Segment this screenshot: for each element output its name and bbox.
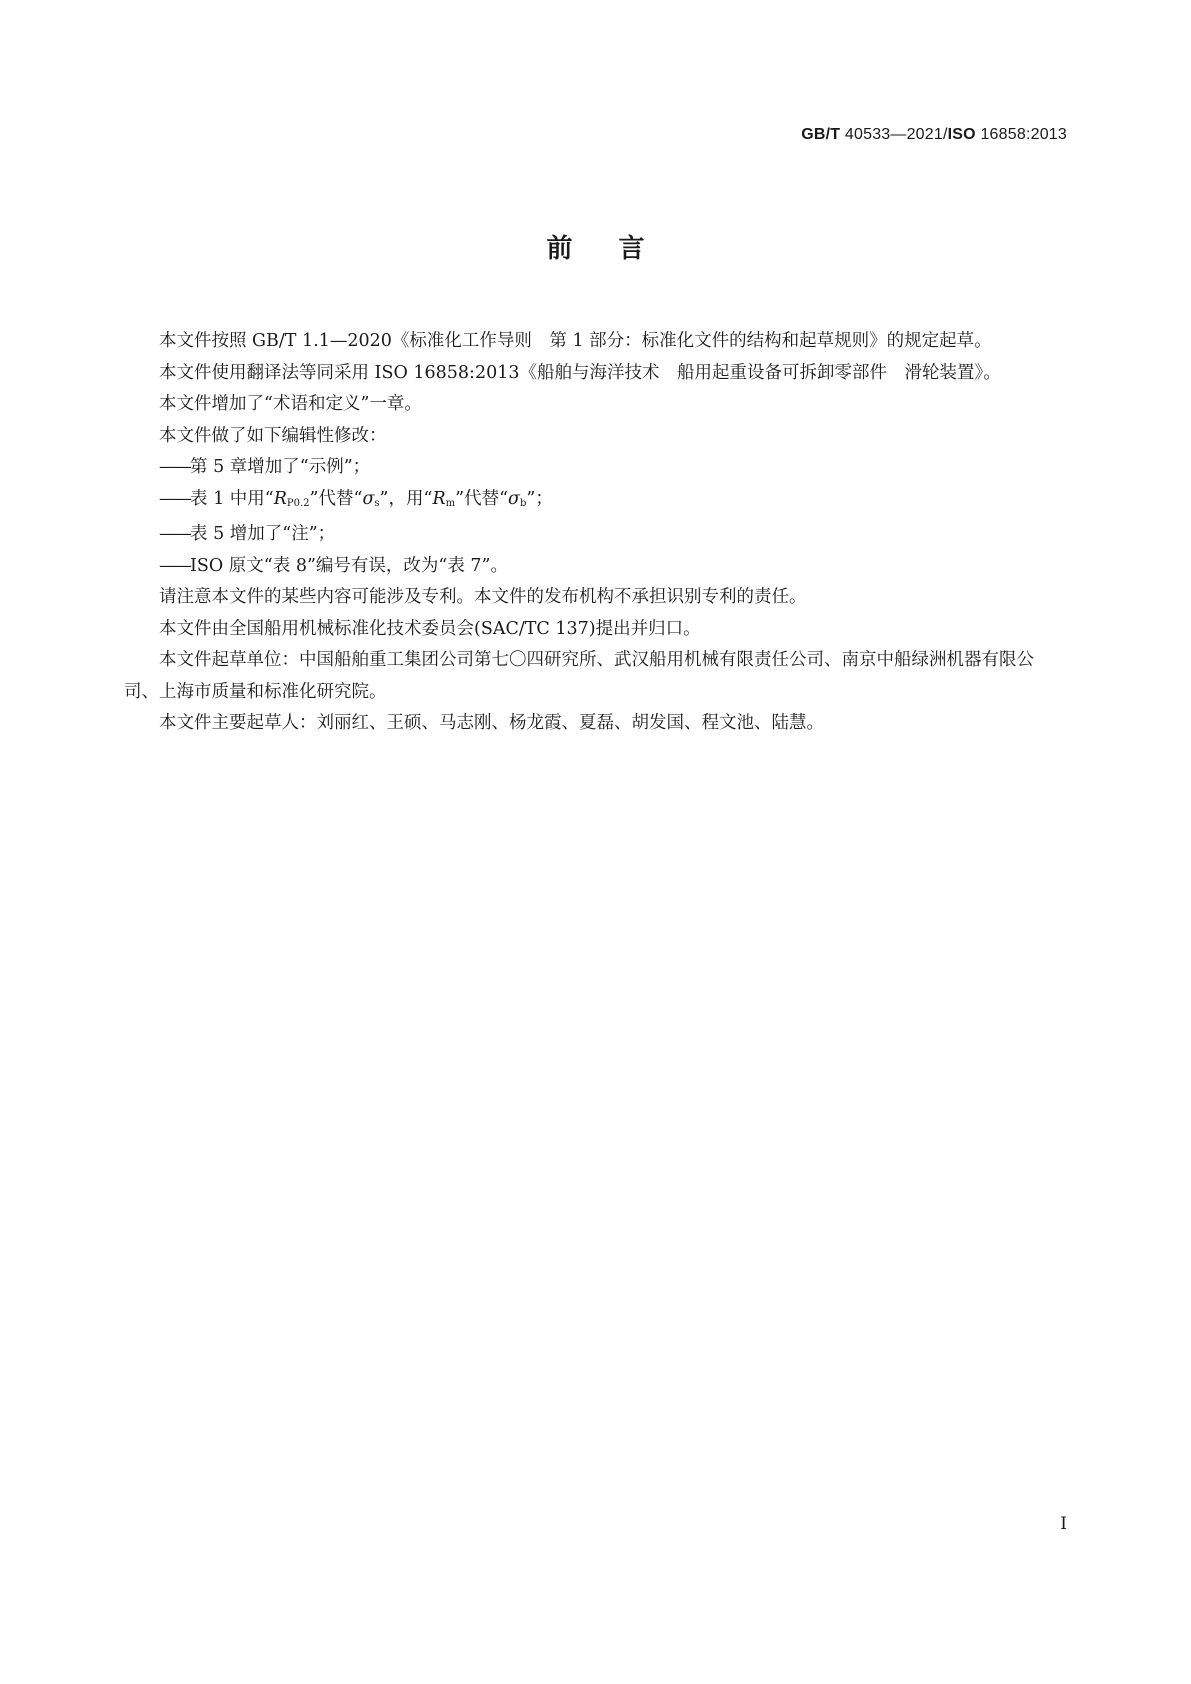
- list-item: [124, 551, 1064, 583]
- header-code-part-3: ISO: [947, 126, 976, 143]
- list-item-text: 表 1 中用“: [190, 488, 274, 509]
- paragraph-adoption: 本文件使用翻译法等同采用 ISO 16858:2013《船舶与海洋技术 船用起重设备可拆卸零部件 滑轮装置》。: [159, 362, 1001, 383]
- list-item-text: 第 5 章增加了“示例”；: [190, 457, 371, 477]
- symbol-r: $R_{P0.2}$: [273, 488, 310, 509]
- page-title: 前言: [546, 234, 691, 264]
- paragraph-drafting-rules: 本文件按照 GB/T 1.1—2020《标准化工作导则 第 1 部分：标准化文件的结构和起草规则》的规定起草。: [159, 331, 992, 351]
- symbol-r: $R_m$: [432, 488, 456, 509]
- paragraph-patent-notice: 请注意本文件的某些内容可能涉及专利。本文件的发布机构不承担识别专利的责任。: [159, 587, 807, 607]
- list-item-text: ISO 原文“表 8”编号有误，改为“表 7”。: [190, 555, 508, 576]
- header-code-part-2: 40533—2021/: [840, 126, 948, 143]
- symbol-sigma: $\sigma_b$: [508, 488, 527, 509]
- list-item: [124, 519, 1064, 551]
- list-dash: ——: [159, 488, 190, 509]
- header-code-part-4: 16858:2013: [975, 126, 1067, 143]
- paragraph-proposer: 本文件由全国船用机械标准化技术委员会(SAC/TC 137)提出并归口。: [159, 618, 701, 639]
- paragraph-added-chapter: 本文件增加了“术语和定义”一章。: [159, 394, 422, 414]
- foreword-body: [124, 326, 1064, 740]
- list-item-text: 表 5 增加了“注”；: [190, 524, 336, 544]
- paragraph-drafters: 本文件主要起草人：刘丽红、王硕、马志刚、杨龙霞、夏磊、胡发国、程文池、陆慧。: [159, 713, 824, 733]
- list-dash: ——: [159, 555, 190, 576]
- paragraph-drafting-units: 本文件起草单位：中国船舶重工集团公司第七〇四研究所、武汉船用机械有限责任公司、南京中船绿洲机器有限公司、上海市质量和标准化研究院。: [124, 650, 1034, 702]
- paragraph-editorial-changes: 本文件做了如下编辑性修改：: [159, 425, 387, 446]
- list-dash: ——: [159, 524, 190, 544]
- list-dash: ——: [159, 457, 190, 477]
- list-item: ——表 1 中用“$R_{P0.2}$”代替“$\sigma_s$”，用“$R_m$”代替“$\sigma_b$”；: [159, 488, 553, 509]
- standard-code-header: [801, 126, 1067, 144]
- list-item: [124, 452, 1064, 484]
- header-code-part-1: GB/T: [801, 126, 841, 143]
- symbol-sigma: $\sigma_s$: [362, 488, 380, 509]
- page-number: I: [1060, 1514, 1067, 1534]
